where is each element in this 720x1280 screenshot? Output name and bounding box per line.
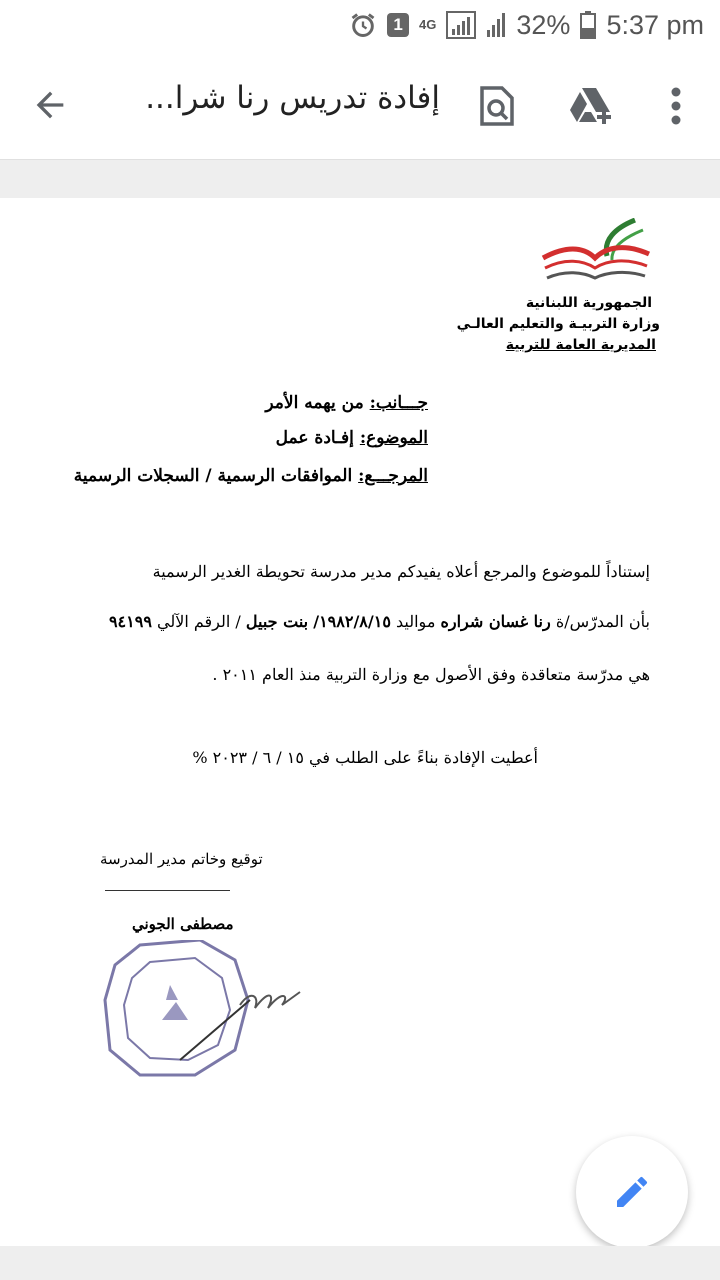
body-line-1: إستناداً للموضوع والمرجع أعلاه يفيدكم مدير مدرسة تحويطة الغدير الرسمية [152, 562, 650, 581]
drive-add-icon [568, 86, 616, 126]
subject-value: إفـادة عمل [275, 428, 354, 448]
clock: 5:37 pm [606, 9, 704, 40]
to-label: جـــانب: [369, 393, 428, 413]
network-label: 4G [419, 17, 437, 32]
viewer-bottom-strip [0, 1246, 720, 1280]
subject-field [276, 428, 428, 448]
body-line-2-b: مواليد [396, 612, 436, 631]
to-value: من يهمه الأمر [265, 393, 364, 413]
arrow-back-icon [30, 85, 70, 125]
document-title: إفادة تدريس رنا شرا... [145, 80, 440, 116]
add-to-drive-button[interactable] [564, 78, 620, 134]
battery-percent: 32% [516, 9, 571, 40]
reference-label: المرجـــع: [358, 466, 428, 486]
signature-title: توقيع وخاتم مدير المدرسة [100, 850, 263, 868]
birth-date: ١٩٨٢/٨/١٥/ [313, 612, 391, 631]
body-line-3: هي مدرّسة متعاقدة وفق الأصول مع وزارة التربية منذ العام ٢٠١١ . [212, 665, 650, 684]
status-bar [0, 0, 720, 50]
notification-badge [387, 13, 409, 37]
edit-button[interactable] [576, 1136, 688, 1248]
edit-pencil-icon [612, 1172, 652, 1212]
app-bar [0, 50, 720, 160]
body-line-4: أعطيت الإفادة بناءً على الطلب في ١٥ / ٦ / ٢٠٢٣ % [192, 748, 538, 767]
signer-name: مصطفى الجوني [132, 915, 234, 933]
find-in-page-button[interactable] [468, 78, 524, 134]
battery-icon [580, 11, 596, 39]
registration-number: ٩٤١٩٩ [108, 612, 152, 631]
reference-field [74, 466, 428, 486]
signature-line [105, 890, 230, 891]
signal-icon [446, 11, 476, 39]
birth-place: بنت جبيل [245, 612, 309, 631]
body-line-2-a: بأن المدرّس/ة [555, 612, 650, 631]
teacher-name: رنا غسان شراره [440, 612, 551, 631]
body-line-2 [109, 612, 650, 631]
organization-header [457, 293, 660, 356]
subject-label: الموضوع: [359, 428, 428, 448]
ministry-book-logo-icon [535, 218, 655, 298]
school-stamp-icon [100, 940, 310, 1080]
find-in-page-icon [478, 86, 514, 126]
alarm-icon [349, 11, 377, 39]
directorate-name: المديرية العامة للتربية [505, 337, 656, 353]
more-vert-icon [670, 86, 682, 126]
reference-value: الموافقات الرسمية / السجلات الرسمية [73, 466, 353, 486]
back-button[interactable] [30, 85, 80, 125]
republic-name: الجمهورية اللبنانية [525, 295, 652, 311]
ministry-name: وزارة التربيـة والتعليم العالـي [456, 316, 660, 332]
notification-count: 1 [393, 15, 403, 34]
signal-icon-2 [486, 12, 506, 38]
body-line-2-c: / الرقم الآلي [157, 612, 241, 631]
more-options-button[interactable] [648, 78, 704, 134]
to-field [265, 393, 428, 413]
network-type [419, 19, 436, 31]
